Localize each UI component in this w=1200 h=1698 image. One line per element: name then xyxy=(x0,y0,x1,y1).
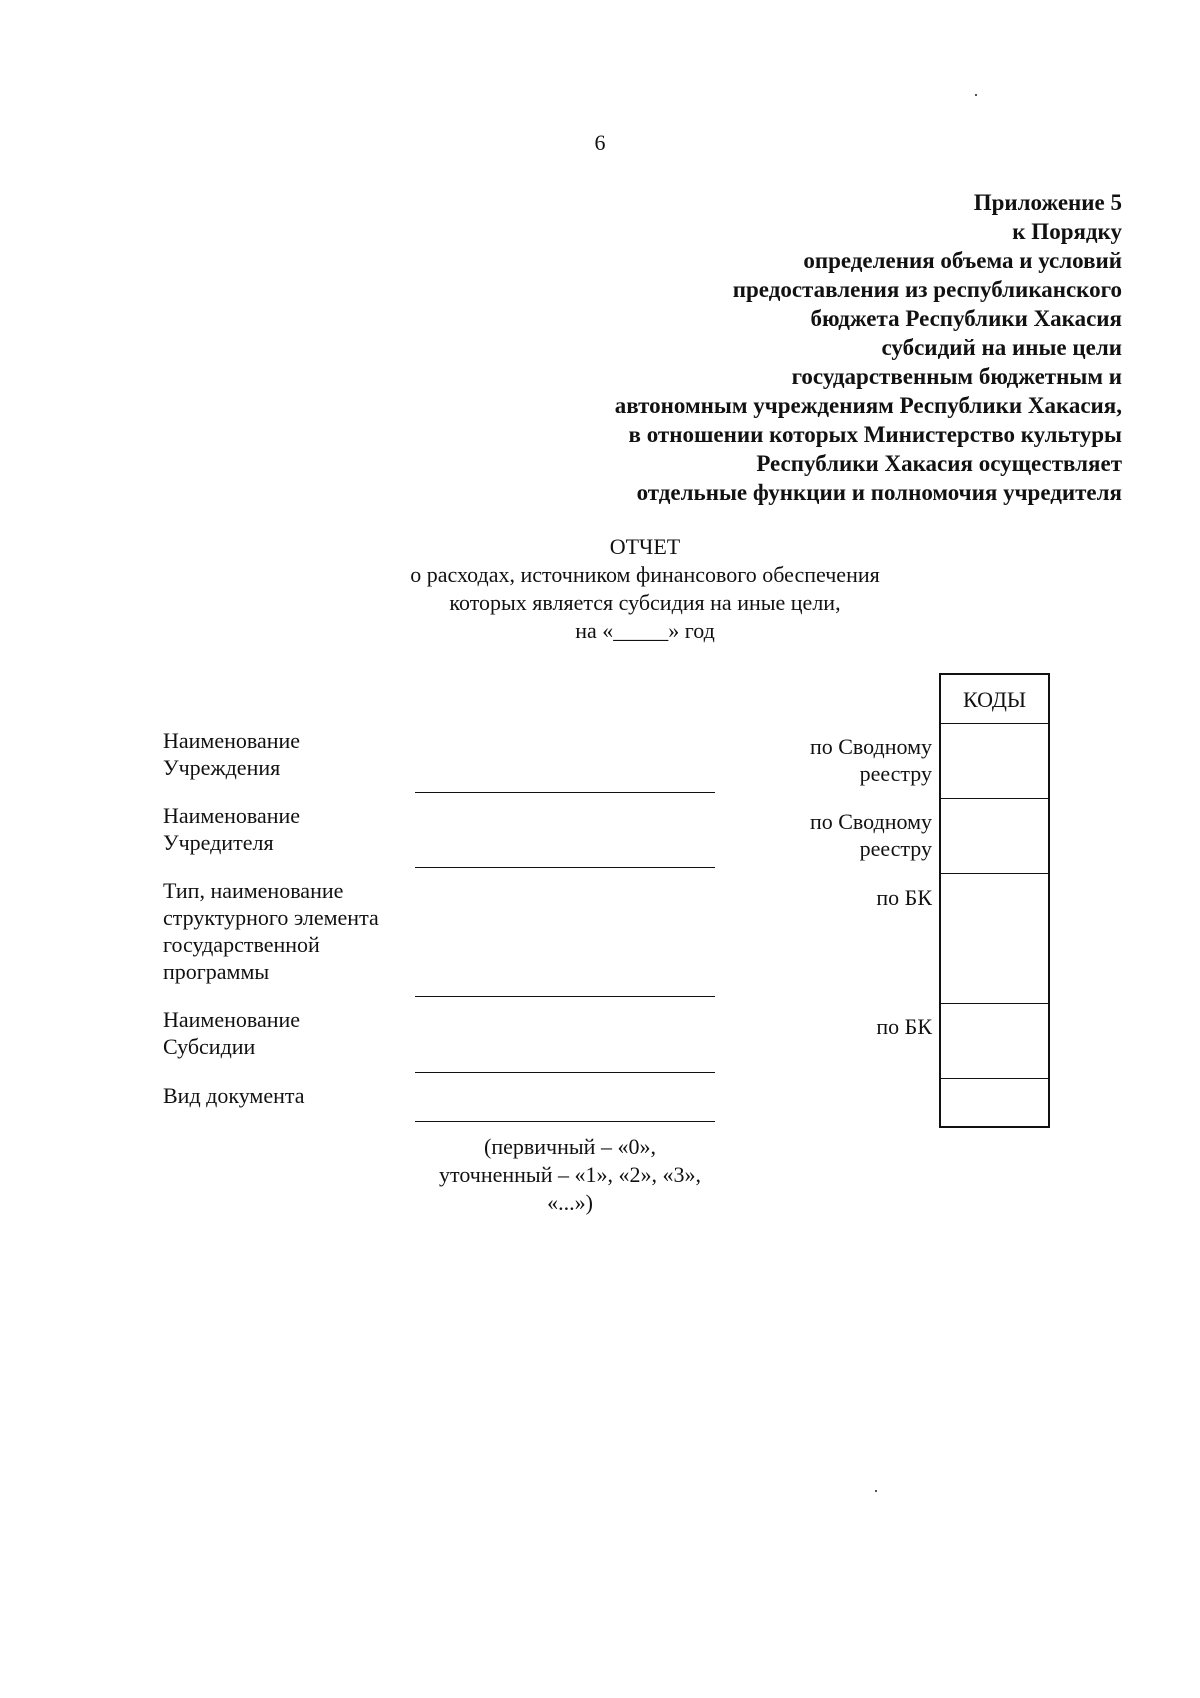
codes-table xyxy=(939,673,1050,1128)
scan-speck xyxy=(875,1490,877,1492)
code-label-line: по БК xyxy=(876,885,932,910)
appendix-line: отдельные функции и полномочия учредителя xyxy=(636,480,1122,505)
field-label-document-type xyxy=(163,1082,305,1109)
code-cell-founder-registry[interactable] xyxy=(941,799,1048,874)
report-subtitle-line: которых является субсидия на иные цели, xyxy=(449,590,841,615)
code-label-line: реестру xyxy=(859,836,932,861)
code-label-line: по Сводному xyxy=(809,734,932,759)
code-label-budget-code xyxy=(876,884,932,911)
page-number: 6 xyxy=(594,130,606,155)
field-label-line: Учредителя xyxy=(163,830,274,855)
field-label-line: Наименование xyxy=(163,1007,301,1032)
field-label-line: Учреждения xyxy=(163,755,281,780)
code-label-line: по БК xyxy=(876,1014,932,1039)
field-label-line: структурного элемента xyxy=(163,905,379,930)
code-label-budget-code xyxy=(876,1013,932,1040)
appendix-line: определения объема и условий xyxy=(803,248,1122,273)
hint-line: (первичный – «0», xyxy=(484,1134,656,1159)
scan-speck xyxy=(975,94,977,96)
field-label-founder xyxy=(163,802,300,856)
appendix-line: автономным учреждениям Республики Хакасия, xyxy=(614,393,1122,418)
appendix-line: к Порядку xyxy=(1012,219,1122,244)
field-line-subsidy[interactable] xyxy=(415,1072,715,1073)
appendix-header xyxy=(422,188,1122,507)
field-label-program-element xyxy=(163,877,379,985)
code-cell-subsidy-bk[interactable] xyxy=(941,1004,1048,1079)
field-label-institution xyxy=(163,727,300,781)
report-title-block xyxy=(0,533,1200,645)
field-label-line: государственной xyxy=(163,932,320,957)
field-line-document-type[interactable] xyxy=(415,1121,715,1122)
appendix-line: бюджета Республики Хакасия xyxy=(810,306,1122,331)
code-label-line: реестру xyxy=(859,761,932,786)
codes-header: КОДЫ xyxy=(941,675,1048,724)
appendix-line: Республики Хакасия осуществляет xyxy=(756,451,1122,476)
field-label-line: Наименование xyxy=(163,728,301,753)
field-label-subsidy xyxy=(163,1006,300,1060)
report-year-line: на «_____» год xyxy=(575,618,715,643)
field-line-program-element[interactable] xyxy=(415,996,715,997)
code-label-consolidated-registry xyxy=(810,808,932,862)
appendix-line: субсидий на иные цели xyxy=(881,335,1122,360)
appendix-line: предоставления из республиканского xyxy=(732,277,1122,302)
hint-line: «...») xyxy=(547,1190,593,1215)
hint-line: уточненный – «1», «2», «3», xyxy=(439,1162,701,1187)
appendix-line: Приложение 5 xyxy=(973,190,1122,215)
field-label-line: Тип, наименование xyxy=(163,878,344,903)
field-line-institution[interactable] xyxy=(415,792,715,793)
code-cell-program-bk[interactable] xyxy=(941,874,1048,1004)
field-label-line: Субсидии xyxy=(163,1034,256,1059)
field-label-line: Наименование xyxy=(163,803,301,828)
report-title: ОТЧЕТ xyxy=(609,534,681,559)
code-label-line: по Сводному xyxy=(809,809,932,834)
field-label-line: программы xyxy=(163,959,270,984)
field-label-line: Вид документа xyxy=(163,1083,305,1108)
document-type-hint xyxy=(380,1133,760,1217)
report-subtitle-line: о расходах, источником финансового обеспечения xyxy=(410,562,880,587)
field-line-founder[interactable] xyxy=(415,867,715,868)
code-cell-institution-registry[interactable] xyxy=(941,724,1048,799)
appendix-line: в отношении которых Министерство культуры xyxy=(628,422,1122,447)
code-cell-document-type[interactable] xyxy=(941,1079,1048,1126)
code-label-consolidated-registry xyxy=(810,733,932,787)
appendix-line: государственным бюджетным и xyxy=(791,364,1122,389)
